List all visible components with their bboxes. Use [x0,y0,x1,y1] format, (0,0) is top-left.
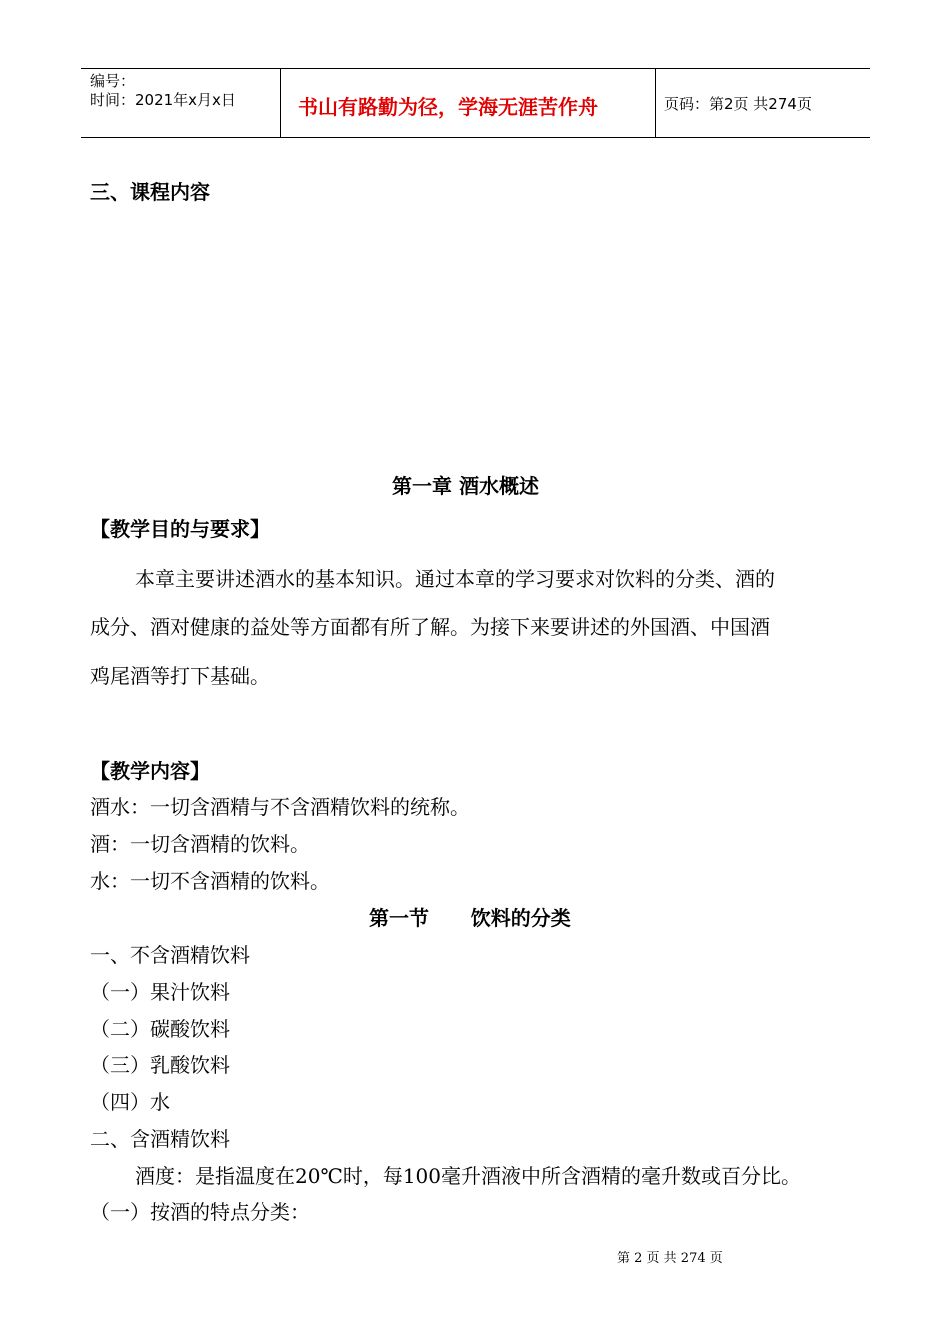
definition-line: 酒水：一切含酒精与不含酒精饮料的统称。 [90,795,470,819]
degree-definition: 酒度：是指温度在20℃时，每100毫升酒液中所含酒精的毫升数或百分比。 [135,1164,801,1188]
content-heading: 【教学内容】 [90,759,210,783]
header-motto: 书山有路勤为径，学海无涯苦作舟 [298,95,598,119]
objectives-line: 本章主要讲述酒水的基本知识。通过本章的学习要求对饮料的分类、酒的 [135,567,775,591]
chapter-title: 第一章 酒水概述 [392,474,539,498]
list-item: 一、不含酒精饮料 [90,943,250,967]
objectives-line: 鸡尾酒等打下基础。 [90,664,270,688]
list-item: （二）碳酸饮料 [90,1017,230,1041]
header-number-label: 编号： [90,72,136,90]
header-page-info: 页码：第2页 共274页 [664,95,812,113]
objectives-heading: 【教学目的与要求】 [90,517,270,541]
list-item: （四）水 [90,1090,170,1114]
objectives-line: 成分、酒对健康的益处等方面都有所了解。为接下来要讲述的外国酒、中国酒 [90,615,770,639]
header-time-label: 时间：2021年x月x日 [90,91,236,109]
header-divider [280,69,281,137]
header-divider [655,69,656,137]
list-item: （三）乳酸饮料 [90,1053,230,1077]
section-heading: 三、课程内容 [90,180,210,204]
list-item: 二、含酒精饮料 [90,1127,230,1151]
definition-line: 水：一切不含酒精的饮料。 [90,869,330,893]
list-item: （一）按酒的特点分类： [90,1200,310,1224]
page-footer: 第 2 页 共 274 页 [617,1251,723,1266]
definition-line: 酒：一切含酒精的饮料。 [90,832,310,856]
section-title: 第一节 饮料的分类 [369,906,571,930]
list-item: （一）果汁饮料 [90,980,230,1004]
